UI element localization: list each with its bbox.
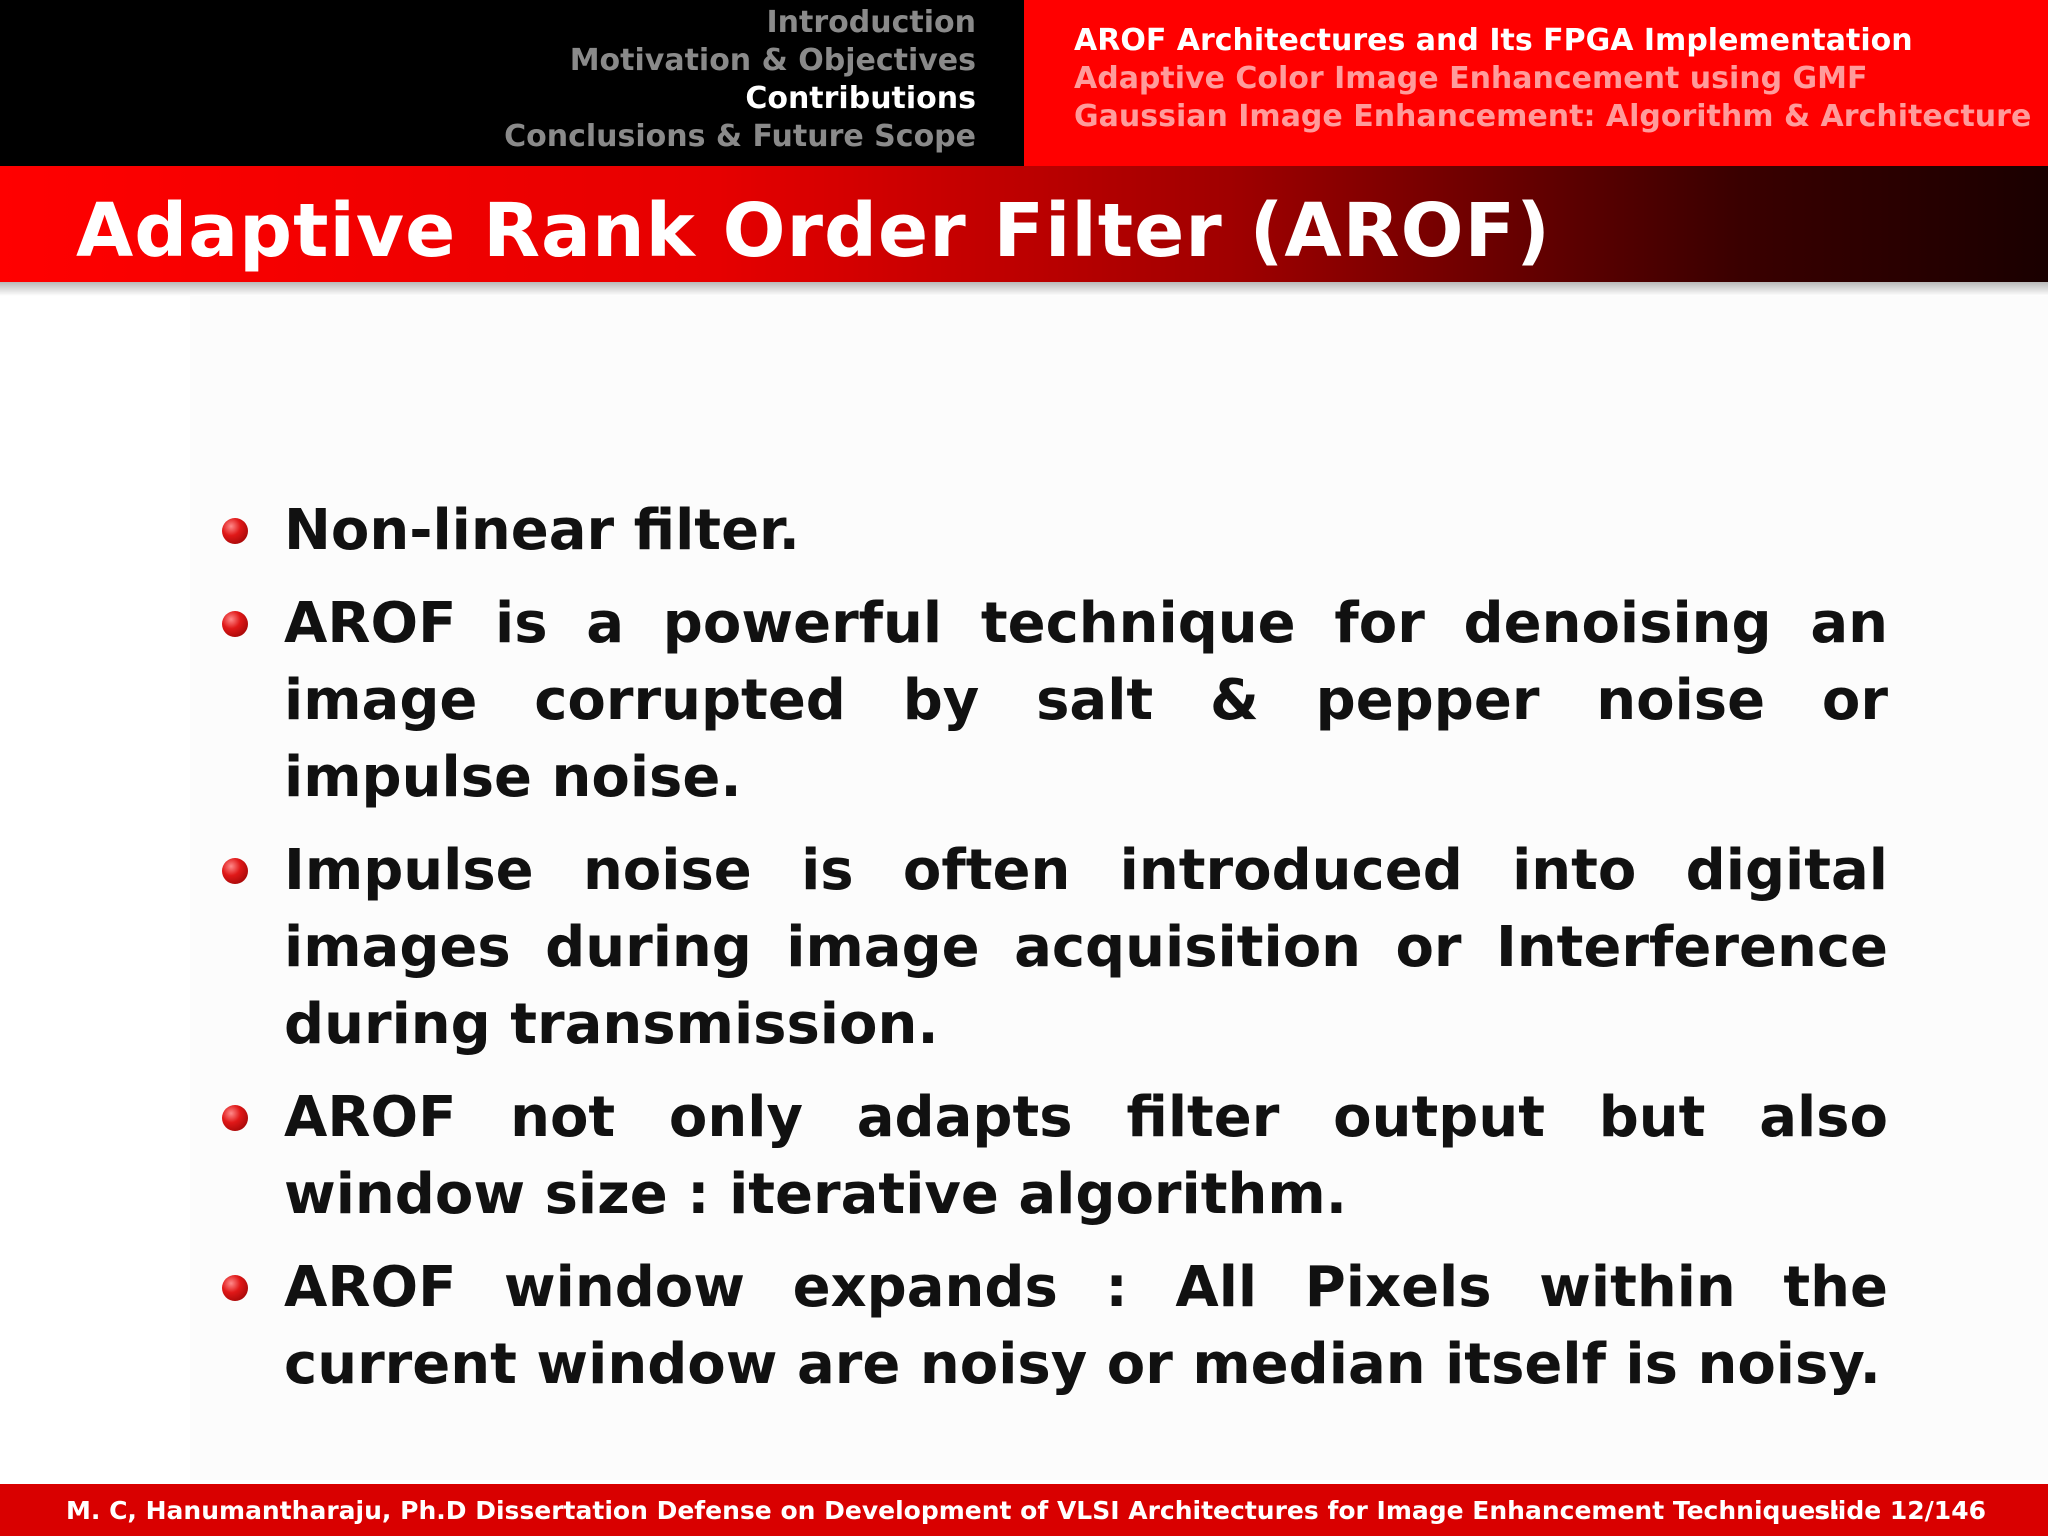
bullet-list <box>222 492 1888 1419</box>
nav-section-motivation[interactable]: Motivation & Objectives <box>569 43 976 78</box>
footer-bar <box>0 1484 2048 1536</box>
bullet-ball-icon <box>222 858 248 884</box>
bullet-ball-icon <box>222 1275 248 1301</box>
bullet-text: Non-linear filter. <box>284 498 800 563</box>
nav-section-introduction[interactable]: Introduction <box>766 5 976 40</box>
bullet-ball-icon <box>222 518 248 544</box>
footer-text: M. C, Hanumantharaju, Ph.D Dissertation Defense on Development of VLSI Architectures for Image Enhancement Techniques: <box>66 1496 1841 1525</box>
nav-section-contributions[interactable]: Contributions <box>745 81 976 116</box>
bullet-ball-icon <box>222 1105 248 1131</box>
nav-subsection-gmf[interactable]: Adaptive Color Image Enhancement using GMF <box>1074 61 1868 96</box>
bullet-text: Impulse noise is often introduced into digital images during image acquisition or Interference during transmission. <box>284 838 1888 1057</box>
bullet-item <box>222 585 1888 816</box>
slide-number: slide 12/146 <box>1814 1496 1986 1525</box>
nav-section-conclusions[interactable]: Conclusions & Future Scope <box>504 119 976 154</box>
bullet-text: AROF is a powerful technique for denoising an image corrupted by salt & pepper noise or impulse noise. <box>284 591 1888 810</box>
title-bar-shadow <box>0 282 2048 296</box>
subsection-navigation <box>1024 0 2048 166</box>
nav-subsection-arof[interactable]: AROF Architectures and Its FPGA Implementation <box>1074 23 1913 58</box>
bullet-item <box>222 492 1888 569</box>
bullet-item <box>222 1079 1888 1233</box>
section-navigation <box>0 0 1024 166</box>
bullet-item <box>222 1249 1888 1403</box>
nav-subsection-gaussian[interactable]: Gaussian Image Enhancement: Algorithm & Architecture <box>1074 99 2032 134</box>
bullet-text: AROF not only adapts filter output but also window size : iterative algorithm. <box>284 1085 1888 1227</box>
bullet-item <box>222 832 1888 1063</box>
bullet-text: AROF window expands : All Pixels within the current window are noisy or median itself is noisy. <box>284 1255 1888 1397</box>
slide-title: Adaptive Rank Order Filter (AROF) <box>76 188 1551 274</box>
bullet-ball-icon <box>222 611 248 637</box>
